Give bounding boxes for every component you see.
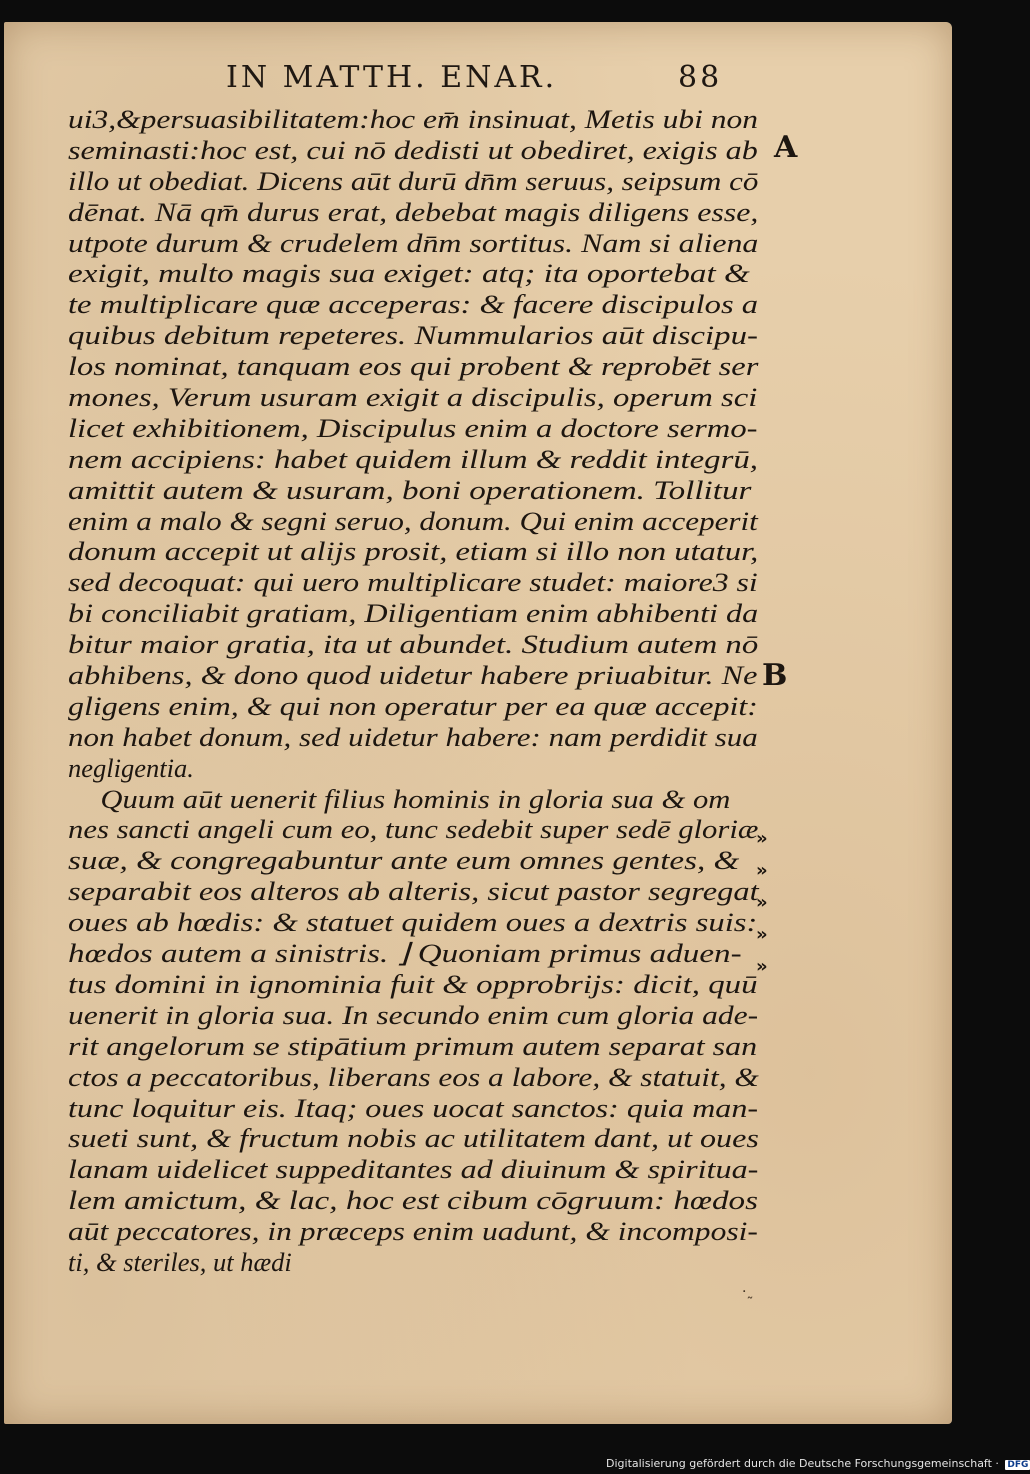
text-line: exigit, multo magis sua exiget: atq; ita oportebat & (68, 258, 750, 289)
text-line: uenerit in gloria sua. In secundo enim cum gloria ade- (68, 999, 759, 1030)
text-line: abhibens, & dono quod uidetur habere priuabitur. Ne (68, 660, 758, 691)
margin-marker-b: B (762, 658, 788, 693)
quote-mark: » (756, 924, 767, 945)
ink-speck: ·˷ (742, 1284, 754, 1300)
text-line: illo ut obediat. Dicens aūt durū dn̄m seruus, seipsum cō (68, 165, 759, 196)
text-line: ctos a peccatoribus, liberans eos a labore, & statuit, & (68, 1061, 759, 1092)
text-line: ti, & steriles, ut hædi (68, 1246, 292, 1277)
text-line: lanam uidelicet suppeditantes ad diuinum & spiritua- (68, 1154, 759, 1185)
footer-text: Digitalisierung gefördert durch die Deutsche Forschungsgemeinschaft · (606, 1457, 999, 1470)
text-line: utpote durum & crudelem dn̄m sortitus. Nam si aliena (68, 227, 759, 258)
quote-mark: » (756, 892, 767, 913)
text-line: rit angelorum se stipātium primum autem separat san (68, 1030, 758, 1061)
text-line: tunc loquitur eis. Itaq; oues uocat sanctos: quia man- (68, 1092, 759, 1123)
text-line: mones, Verum usuram exigit a discipulis, operum sci (68, 382, 758, 413)
text-line: los nominat, tanquam eos qui probent & reprobēt ser (68, 351, 759, 382)
text-line: separabit eos alteros ab alteris, sicut pastor segregat (68, 876, 759, 907)
text-line: amittit autem & usuram, boni operationem. Tollitur (68, 474, 752, 505)
text-line: bitur maior gratia, ita ut abundet. Studium autem nō (68, 629, 759, 660)
text-line: nes sancti angeli cum eo, tunc sedebit super sedē gloriæ (68, 814, 759, 845)
text-line: non habet donum, sed uidetur habere: nam perdidit sua (68, 721, 758, 752)
text-line: quibus debitum repeteres. Nummularios aūt discipu- (68, 320, 758, 351)
text-line: aūt peccatores, in præceps enim uadunt, & incomposi- (68, 1216, 758, 1247)
dfg-logo: DFG (1007, 1460, 1029, 1470)
body-text (68, 104, 768, 1278)
text-line: sed decoquat: qui uero multiplicare studet: maiore3 si (68, 567, 758, 598)
text-line: seminasti:hoc est, cui nō dedisti ut obediret, exigis ab (68, 134, 758, 165)
margin-marker-a: A (774, 130, 798, 165)
quote-mark: » (756, 828, 767, 849)
text-line: suæ, & congregabuntur ante eum omnes gentes, & (68, 845, 740, 876)
quote-mark: » (756, 956, 767, 977)
text-line: bi conciliabit gratiam, Diligentiam enim abhibenti da (68, 598, 759, 629)
quote-mark: » (756, 860, 767, 881)
text-line: lem amictum, & lac, hoc est cibum cōgruum: hœdos (68, 1185, 758, 1216)
text-line: donum accepit ut alijs prosit, etiam si illo non utatur, (68, 536, 759, 567)
running-title: IN MATTH. ENAR. (226, 60, 558, 95)
text-line: gligens enim, & qui non operatur per ea quæ accepit: (68, 690, 758, 721)
text-line: enim a malo & segni seruo, donum. Qui enim acceperit (68, 505, 758, 536)
book-page (4, 22, 952, 1424)
folio-number: 88 (678, 60, 723, 95)
text-line: ui3,&persuasibilitatem:hoc em̄ insinuat, Metis ubi non (68, 104, 758, 134)
text-line: oues ab hœdis: & statuet quidem oues a dextris suis: (68, 907, 758, 938)
text-line: tus domini in ignominia fuit & opprobrijs: dicit, quū (68, 968, 758, 999)
text-line: te multiplicare quæ acceperas: & facere discipulos a (68, 289, 759, 320)
text-line: Quum aūt uenerit filius hominis in gloria sua & om (100, 783, 731, 814)
text-line: nem accipiens: habet quidem illum & reddit integrū, (68, 443, 758, 474)
text-line: hœdos autem a sinistris. ⌋ Quoniam primus aduen- (68, 938, 742, 969)
digitization-footer (606, 1457, 1030, 1470)
running-header (226, 60, 726, 95)
text-line: dēnat. Nā qm̄ durus erat, debebat magis diligens esse, (68, 196, 759, 227)
text-line: negligentia. (68, 752, 194, 783)
text-line: sueti sunt, & fructum nobis ac utilitatem dant, ut oues (68, 1123, 759, 1154)
text-line: licet exhibitionem, Discipulus enim a doctore sermo- (68, 412, 758, 443)
